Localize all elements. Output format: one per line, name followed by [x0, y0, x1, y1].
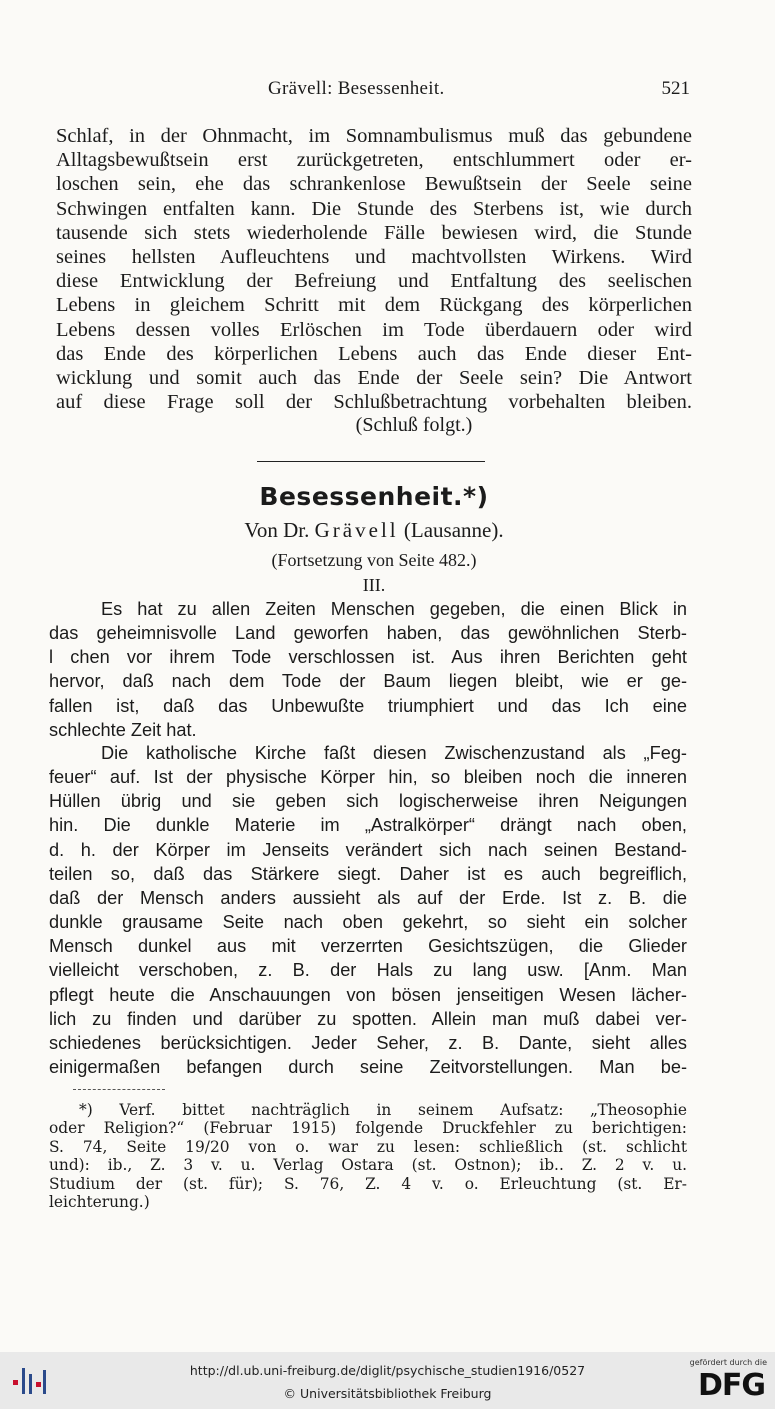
text-line: einigermaßen befangen durch seine Zeitvorstellungen. Man be-: [49, 1057, 687, 1078]
text-line: lich zu finden und darüber zu spotten. Allein man muß dabei ver-: [49, 1008, 687, 1029]
text-line: Schwingen entfalten kann. Die Stunde des Sterbens ist, wie durch: [56, 197, 692, 220]
section-number: III.: [362, 575, 386, 595]
source-url[interactable]: http://dl.ub.uni-freiburg.de/diglit/psychische_studien1916/0527: [189, 1363, 586, 1378]
text-line: vielleicht verschoben, z. B. der Hals zu lang usw. [Anm. Man: [49, 960, 687, 981]
copyright-notice: © Universitätsbibliothek Freiburg: [283, 1386, 492, 1401]
text-line: Lebens in gleichem Schritt mit dem Rückgang des körperlichen: [56, 294, 692, 317]
text-line: wicklung und somit auch das Ende der Seele sein? Die Antwort: [56, 367, 692, 390]
paragraph-previous-article: [56, 124, 692, 414]
page-number: 521: [661, 78, 690, 99]
text-line: und): ib., Z. 3 v. u. Verlag Ostara (st. Ostnon); ib.. Z. 2 v. u.: [49, 1156, 687, 1175]
text-line: schlechte Zeit hat.: [49, 719, 197, 740]
running-title: Grävell: Besessenheit.: [268, 78, 445, 99]
text-line: Es hat zu allen Zeiten Menschen gegeben, die einen Blick in: [101, 599, 687, 619]
closing-note: (Schluß folgt.): [355, 414, 473, 436]
text-line: Studium der (st. für); S. 76, Z. 4 v. o. Erleuchtung (st. Er-: [49, 1174, 687, 1193]
text-line: hin. Die dunkle Materie im „Astralkörper“ drängt nach oben,: [49, 815, 687, 836]
byline-location: (Lausanne).: [403, 518, 504, 542]
text-line: pflegt heute die Anschauungen von bösen jenseitigen Wesen lächer-: [49, 984, 687, 1005]
text-line: leichterung.): [49, 1193, 150, 1212]
dfg-logo: [685, 1358, 767, 1404]
library-footer: [0, 1352, 775, 1409]
continuation-note: (Fortsetzung von Seite 482.): [271, 550, 477, 570]
footnote-divider: [73, 1089, 165, 1090]
text-line: Alltagsbewußtsein erst zurückgetreten, entschlummert oder er-: [56, 149, 692, 172]
text-line: teilen so, daß das Stärkere siegt. Daher ist es auch begreiflich,: [49, 863, 687, 884]
text-line: oder Religion?“ (Februar 1915) folgende Druckfehler zu berichtigen:: [49, 1119, 687, 1138]
text-line: Lebens dessen volles Erlöschen im Tode überdauern oder wird: [56, 318, 692, 341]
text-line: Mensch dunkel aus mit verzerrten Gesichtszügen, die Glieder: [49, 936, 687, 957]
text-line: Hüllen übrig und sie geben sich logischerweise ihren Neigungen: [49, 791, 687, 812]
text-line: auf diese Frage soll der Schlußbetrachtung vorbehalten bleiben.: [56, 391, 692, 414]
text-line: loschen sein, ehe das schrankenlose Bewußtsein der Seele seine: [56, 173, 692, 196]
text-line: tausende sich stets wiederholende Fälle bewiesen wird, die Stunde: [56, 221, 692, 244]
article-byline: [56, 518, 692, 543]
text-line: hervor, daß nach dem Tode der Baum liegen bleibt, wie er ge-: [49, 671, 687, 692]
byline-prefix: Von Dr.: [244, 518, 310, 542]
author-name: Grävell: [314, 518, 399, 542]
footnote: [49, 1101, 687, 1211]
text-line: schiedenes berücksichtigen. Jeder Seher, z. B. Dante, sieht alles: [49, 1032, 687, 1053]
running-header: [58, 78, 690, 104]
text-line: daß der Mensch anders aussieht als auf der Erde. Ist z. B. die: [49, 887, 687, 908]
text-line: fallen ist, daß das Unbewußte triumphiert und das Ich eine: [49, 695, 687, 716]
text-line: feuer“ auf. Ist der physische Körper hin, so bleiben noch die inneren: [49, 767, 687, 788]
article-title: Besessenheit.*): [259, 482, 489, 511]
text-line: *) Verf. bittet nachträglich in seinem Aufsatz: „Theosophie: [79, 1101, 687, 1119]
text-line: seines hellsten Aufleuchtens und machtvollsten Wirkens. Wird: [56, 246, 692, 269]
text-line: S. 74, Seite 19/20 von o. war zu lesen: schließlich (st. schlicht: [49, 1137, 687, 1156]
dfg-caption: gefördert durch die: [689, 1358, 767, 1367]
text-line: Die katholische Kirche faßt diesen Zwischenzustand als „Feg-: [101, 743, 687, 763]
paragraph-1: [49, 597, 687, 742]
text-line: dunkle grausame Seite nach oben gekehrt, so sieht ein solcher: [49, 912, 687, 933]
text-line: das Ende des körperlichen Lebens auch das Ende dieser Ent-: [56, 342, 692, 365]
text-line: l chen vor ihrem Tode verschlossen ist. Aus ihren Berichten geht: [49, 647, 687, 668]
section-divider: [257, 461, 485, 462]
text-line: das geheimnisvolle Land geworfen haben, das gewöhnlichen Sterb-: [49, 623, 687, 644]
dfg-wordmark: DFG: [697, 1368, 765, 1403]
text-line: diese Entwicklung der Befreiung und Entfaltung des seelischen: [56, 270, 692, 293]
paragraph-2: [49, 741, 687, 1079]
text-line: Schlaf, in der Ohnmacht, im Somnambulismus muß das gebundene: [56, 125, 692, 147]
text-line: d. h. der Körper im Jenseits verändert sich nach seinen Bestand-: [49, 839, 687, 860]
